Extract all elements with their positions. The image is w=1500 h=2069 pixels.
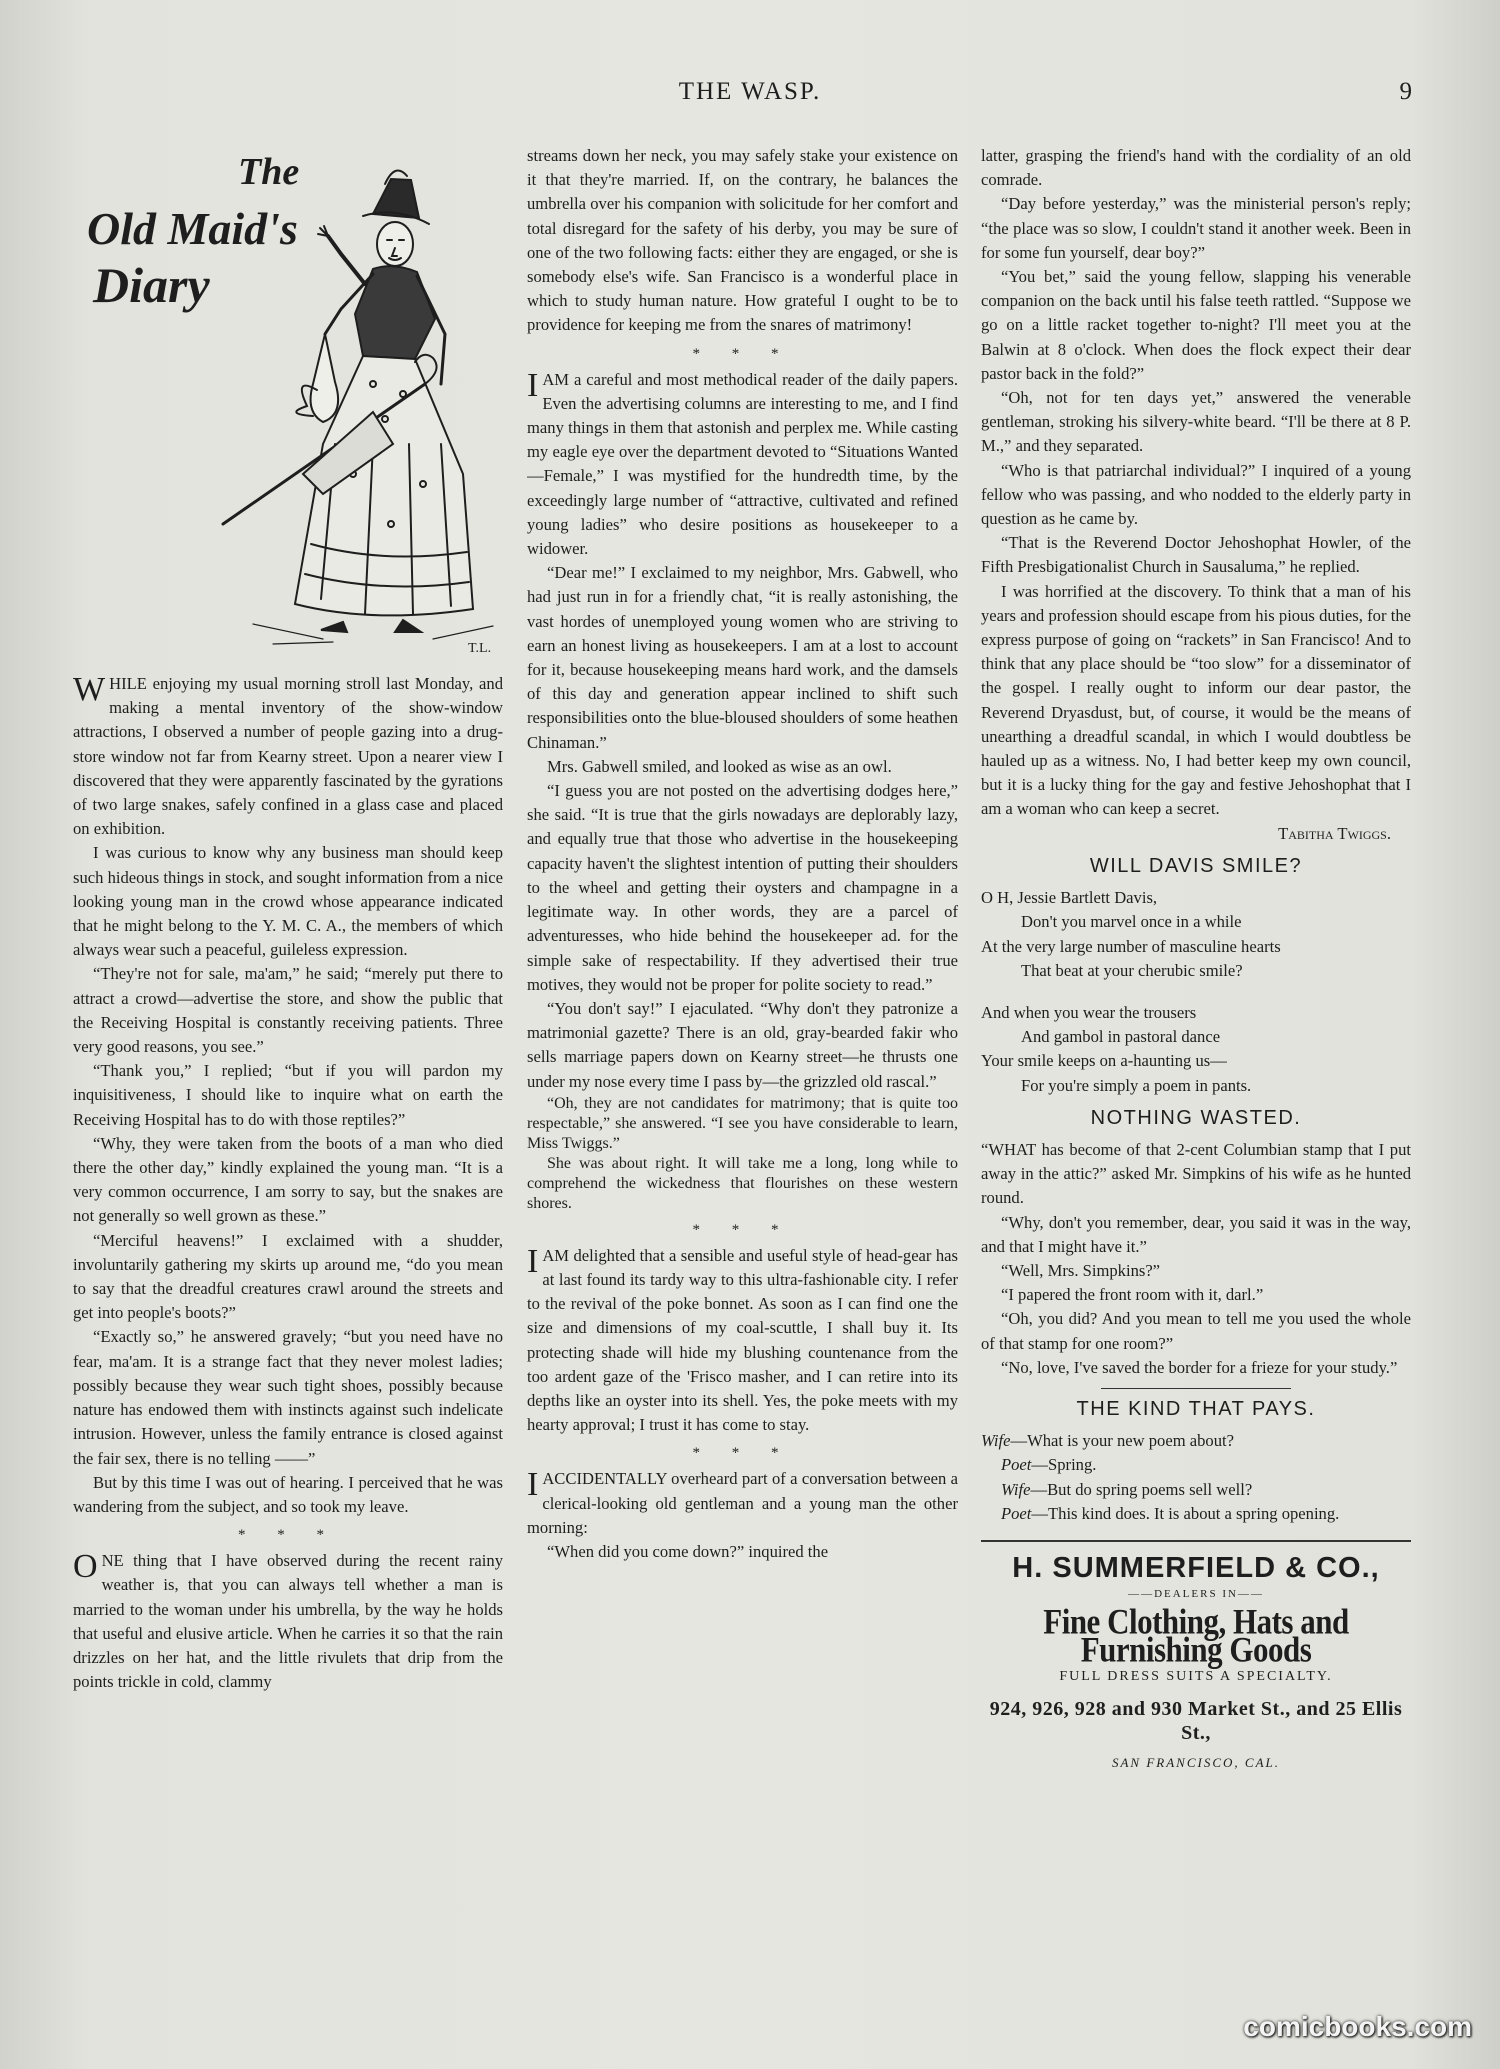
paragraph-text: ACCIDENTALLY overheard part of a conversation between a clerical-looking old gentleman and a young man the other morning: [527,1469,958,1537]
column-1-text [73,672,503,1694]
paragraph: “I guess you are not posted on the advertising dodges here,” she said. “It is true that the girls nowadays are deplorably lazy, and equally true that those who advertise in the housekeeping capacity haven't the slightest intention of putting their shoulders to the wheel and getting their oysters and champagne in a legitimate way. In other words, they are a parcel of adventuresses, who hide behind the housekeeper ad. for the simple sake of respectability. If they advertised their true motives, they would not be proper for polite society to read.” [527,781,958,994]
poem-line: Don't you marvel once in a while [1021,912,1242,932]
masthead-title: THE WASP. [678,78,822,105]
dialogue-line [981,1478,1411,1502]
paragraph-with-dropcap [73,1549,503,1694]
title-line-3: Diary [93,257,210,313]
speaker: Poet [1001,1503,1032,1523]
dialogue-paragraph: “WHAT has become of that 2-cent Columbian stamp that I put away in the attic?” asked Mr. Simpkins of his wife as he hunted round. [981,1139,1411,1208]
ad-address: 924, 926, 928 and 930 Market St., and 25 Ellis St., [989,1697,1403,1745]
running-head [0,78,1500,112]
section-break-stars: * * * [692,1445,793,1462]
ad-company-name: H. SUMMERFIELD & CO., [1012,1551,1380,1584]
section-break-stars: * * * [692,345,793,362]
poem-line: For you're simply a poem in pants. [1021,1075,1252,1095]
dialogue-paragraph: “Oh, you did? And you mean to tell me you used the whole of that stamp for one room?” [981,1309,1411,1353]
ad-specialty: FULL DRESS SUITS A SPECIALTY. [1059,1668,1333,1684]
paragraph: “Dear me!” I exclaimed to my neighbor, Mrs. Gabwell, who had just run in for a friendly chat, “it is really astonishing, the vast hordes of unemployed young women who are striving to earn an honest living as housekeepers. I am at a lost to account for it, because housekeeping means hard work, and the damsels of this day and generation appear inclined to shift such responsibilities onto the blue-bloused shoulders of some heathen Chinaman.” [527,563,958,752]
paragraph: “When did you come down?” inquired the [547,1541,829,1561]
paragraph: She was about right. It will take me a long, long while to comprehend the wickedness that flourishes on these western shores. [527,1154,958,1212]
dialogue-text: —This kind does. It is about a spring opening. [1031,1503,1340,1523]
speaker: Wife [1001,1479,1031,1499]
column-3 [981,144,1411,1776]
column-3-text [981,144,1411,822]
dialogue-paragraph: “Well, Mrs. Simpkins?” [1001,1260,1161,1280]
paragraph: “Exactly so,” he answered gravely; “but you need have no fear, ma'am. It is a strange fact that they never molest ladies; possibly because they wear such tight shoes, possibly because nature has endowed them with instincts against such indelicate intrusion. However, unless the family entrance is closed against the fair sex, there is no telling ——” [73,1327,503,1468]
drop-cap: I [527,1466,539,1504]
paragraph-text: AM delighted that a sensible and useful style of head-gear has at last found its tardy way to this ultra-fashionable city. I refer to the revival of the poke bonnet. As soon as I can find one the size and dimensions of my coal-scuttle, I shall buy it. Its protecting shade will hide my blushing countenance from the too ardent gaze of the 'Frisco masher, and I can retire into its depths like an oyster into its shell. Yes, the poke meets with my hearty approval; I trust it has come to stay. [527,1245,958,1435]
dialogue-text: —But do spring poems sell well? [1030,1479,1253,1499]
speaker: Poet [1001,1455,1032,1475]
paragraph: I was curious to know why any business man should keep such hideous things in stock, and sought information from a nice looking young man in the crowd whose appearance indicated that he might belong to the Y. M. C. A., the members of which always wear such a peaceful, guileless expression. [73,843,503,960]
paragraph-with-dropcap [527,1244,958,1438]
ad-city: SAN FRANCISCO, CAL. [1111,1755,1280,1771]
paragraph: “Who is that patriarchal individual?” I inquired of a young fellow who was passing, and who nodded to the elderly party in question as he came by. [981,460,1411,529]
kind-that-pays-body [981,1429,1411,1526]
paragraph: “Oh, they are not candidates for matrimony; that is quite too respectable,” she answered. “I see you have considerable to learn, Miss Twiggs.” [527,1094,958,1152]
poem-line: And when you wear the trousers [981,1002,1197,1022]
poem-title: WILL DAVIS SMILE? [1089,854,1303,877]
column-2-text [527,144,958,1564]
dialogue-line [981,1502,1411,1526]
paragraph: “They're not for sale, ma'am,” he said; “merely put there to attract a crowd—advertise the store, and show the public that the Receiving Hospital is constantly receiving patients. Three very good reasons, you see.” [73,964,503,1057]
paragraph: “Oh, not for ten days yet,” answered the venerable gentleman, stroking his silvery-white beard. “I'll be there at 8 P. M.,” and they separated. [981,388,1411,456]
kind-that-pays-title: THE KIND THAT PAYS. [1076,1397,1316,1420]
paragraph: latter, grasping the friend's hand with the cordiality of an old comrade. [981,146,1411,190]
dialogue-paragraph: “I papered the front room with it, darl.” [1001,1285,1264,1305]
paragraph-text: HILE enjoying my usual morning stroll last Monday, and making a mental inventory of the show-window attractions, I observed a number of people gazing into a drug-store window not far from Kearny street. Upon a nearer view I discovered that they were apparently fascinated by the gyrations of two large snakes, safely confined in a glass case and placed on exhibition. [73,674,503,839]
dialogue-line [981,1429,1411,1453]
old-maid-drawing [73,144,503,666]
dialogue-text: —What is your new poem about? [1010,1431,1234,1451]
drop-cap: I [527,366,539,404]
ad-dealers-in: ——DEALERS IN—— [1128,1588,1264,1601]
page-number: 9 [1399,78,1412,105]
paragraph: “Thank you,” I replied; “but if you will pardon my inquisitiveness, I should like to inquire what on earth the Receiving Hospital has to do with those reptiles?” [73,1061,503,1129]
paragraph: “That is the Reverend Doctor Jehoshophat Howler, of the Fifth Presbigationalist Church in Sausaluma,” he replied. [981,533,1411,577]
paragraph: “You don't say!” I ejaculated. “Why don't they patronize a matrimonial gazette? There is an old, gray-bearded fakir who sells marriage papers down on Kearny street—he thrusts one under my nose every time I pass by—the grizzled old rascal.” [527,998,958,1091]
paragraph: I was horrified at the discovery. To think that a man of his years and profession should escape from his pious duties, for the express purpose of going on “rackets” in San Francisco! And to think that any place should be “too slow” for a disseminator of the gospel. I really ought to inform our dear pastor, the Reverend Dryasdust, but, of course, it would be the means of unearthing a dreadful scandal, in which I would doubtless be hauled up as a witness. No, I had better keep my own council, but it is a lucky thing for the gay and festive Jehoshophat that I am a woman who can keep a secret. [981,581,1411,819]
artist-initials: T.L. [468,641,492,656]
poem-line: Your smile keeps on a-haunting us— [981,1051,1227,1071]
dialogue-paragraph: “Why, don't you remember, dear, you said it was in the way, and that I might have it.” [981,1212,1411,1256]
speaker: Wife [981,1431,1011,1451]
summerfield-advertisement [981,1540,1411,1776]
divider-rule [1101,1388,1291,1389]
paragraph: “Why, they were taken from the boots of a man who died there the other day,” kindly explained the young man. “It is a very common occurrence, I am sorry to say, but the snakes are not generally so well grown as these.” [73,1133,503,1226]
section-break-stars: * * * [238,1527,338,1544]
dialogue-text: —Spring. [1031,1455,1097,1475]
poem-line: And gambol in pastoral dance [1021,1027,1221,1047]
dialogue-line [981,1453,1411,1477]
paragraph: “Day before yesterday,” was the ministerial person's reply; “the place was so slow, I couldn't stand it another week. Been in for some fun yourself, dear boy?” [981,194,1411,262]
watermark: comicbooks.com [1243,2011,1472,2042]
drop-cap: O [73,1548,98,1586]
old-maid-illustration [73,144,503,666]
ad-goods: Fine Clothing, Hats and Furnishing Goods [1043,1601,1349,1670]
paragraph-with-dropcap [73,672,503,841]
nothing-wasted-body [981,1138,1411,1380]
paragraph-text: AM a careful and most methodical reader of the daily papers. Even the advertising columns are interesting to me, and I find many things in them that astonish and perplex me. While casting my eagle eye over the department devoted to “Situations Wanted—Female,” I was mystified for the hundredth time, by the exceedingly large number of “attractive, cultivated and refined young ladies” who desire positions as housekeeper to a widower. [527,369,958,559]
paragraph: Mrs. Gabwell smiled, and looked as wise as an owl. [547,756,892,776]
poem-line: At the very large number of masculine hearts [981,936,1281,956]
paragraph-with-dropcap [527,368,958,562]
column-1 [73,144,503,1694]
poem-line: That beat at your cherubic smile? [1021,960,1243,980]
column-2 [527,144,958,1564]
poem-body [981,886,1411,1098]
title-line-1: The [238,151,300,193]
drop-cap: I [527,1242,539,1280]
paragraph: “You bet,” said the young fellow, slapping his venerable companion on the back until his false teeth rattled. “Suppose we go on a little racket together to-night? I'll meet you at the Balwin at 8 o'clock. When does the flock expect their dear pastor back in the fold?” [981,267,1411,383]
paragraph-with-dropcap [527,1467,958,1540]
section-break-stars: * * * [692,1221,793,1238]
paragraph: streams down her neck, you may safely stake your existence on it that they're married. If, on the contrary, he balances the umbrella over his companion with solicitude for her comfort and total disregard for the safety of his derby, you may be sure of one of the two following facts: either they are engaged, or she is somebody else's wife. San Francisco is a wonderful place in which to study human nature. How grateful I ought to be to providence for keeping me from the snares of matrimony! [527,146,958,335]
title-line-2: Old Maid's [87,203,298,254]
paragraph: But by this time I was out of hearing. I perceived that he was wandering from the subject, and so took my leave. [73,1472,503,1516]
poem-line: O H, Jessie Bartlett Davis, [981,888,1158,908]
drop-cap: W [73,671,106,708]
dialogue-paragraph: “No, love, I've saved the border for a frieze for your study.” [1001,1357,1398,1377]
author-signature: Tabitha Twiggs. [1278,823,1391,843]
paragraph-text: NE thing that I have observed during the recent rainy weather is, that you can always tell whether a man is married to the woman under his umbrella, by the way he holds that useful and elusive article. When he carries it so that the rain drizzles on her hat, and the little rivulets that drip from the points trickle in cold, clammy [73,1551,503,1692]
nothing-wasted-title: NOTHING WASTED. [1090,1106,1302,1129]
paragraph: “Merciful heavens!” I exclaimed with a shudder, involuntarily gathering my skirts up around me, “do you mean to say that the dreadful creatures crawl around the streets and get into people's boots?” [73,1230,503,1323]
